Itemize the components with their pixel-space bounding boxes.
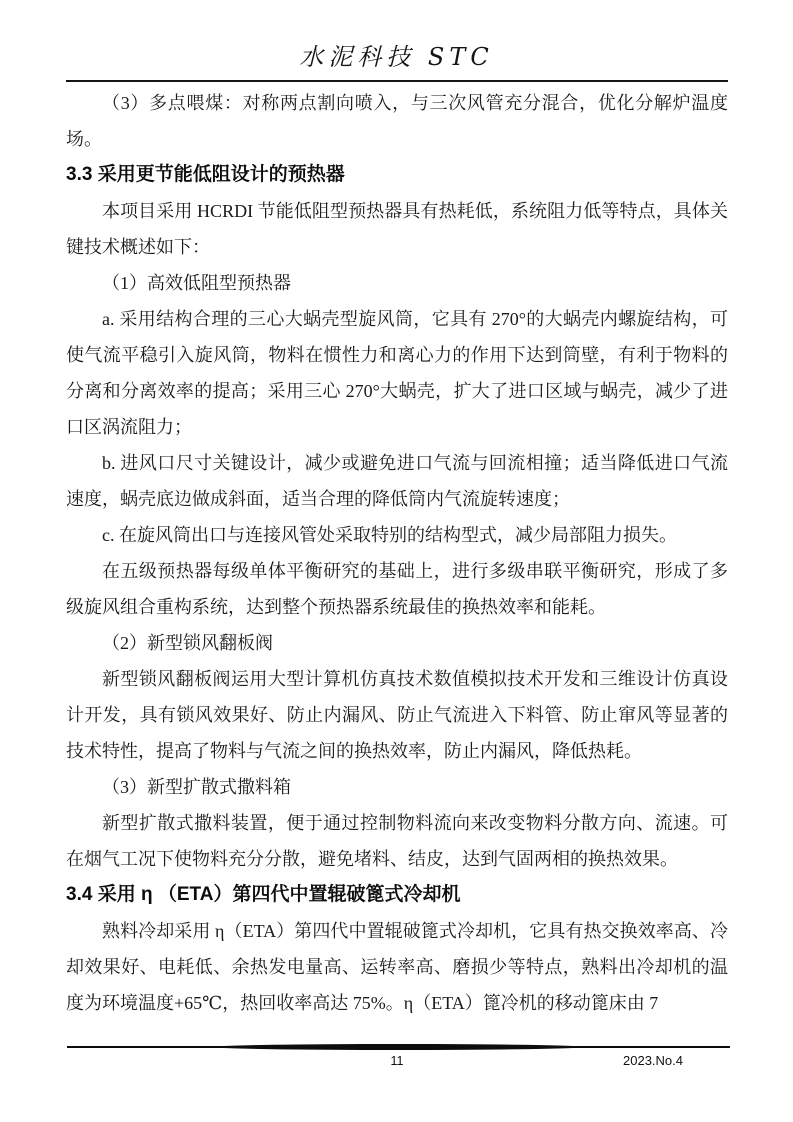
paragraph-item-2-title: （2）新型锁风翻板阀 <box>102 633 273 653</box>
footer-rule-thick-segment <box>213 1044 584 1050</box>
paragraph-hcrdi-intro: 本项目采用 HCRDI 节能低阻型预热器具有热耗低，系统阻力低等特点，具体关键技术概述如下： <box>66 201 728 257</box>
issue-number: 2023.No.4 <box>623 1053 683 1068</box>
footer-rule <box>67 1043 730 1051</box>
page-footer <box>66 1052 728 1072</box>
paragraph-item-1-title: （1）高效低阻型预热器 <box>102 273 291 293</box>
paragraph-point-a: a. 采用结构合理的三心大蜗壳型旋风筒，它具有 270°的大蜗壳内螺旋结构，可使气流平稳引入旋风筒，物料在惯性力和离心力的作用下达到筒壁，有利于物料的分离和分离效率的提高；采用三心 270°大蜗壳，扩大了进口区域与蜗壳，减少了进口区涡流阻力； <box>66 309 728 437</box>
header-rule <box>66 80 728 82</box>
paragraph-spreader-box: 新型扩散式撒料装置，便于通过控制物料流向来改变物料分散方向、流速。可在烟气工况下使物料充分分散，避免堵料、结皮，达到气固两相的换热效果。 <box>66 813 728 869</box>
paragraph-feed-coal: （3）多点喂煤：对称两点割向喷入，与三次风管充分混合，优化分解炉温度场。 <box>66 93 728 149</box>
paragraph-point-c: c. 在旋风筒出口与连接风管处采取特别的结构型式，减少局部阻力损失。 <box>102 525 677 545</box>
document-body <box>66 85 728 1021</box>
paragraph-item-3-title: （3）新型扩散式撒料箱 <box>102 777 291 797</box>
paragraph-eta-cooler: 熟料冷却采用 η（ETA）第四代中置辊破篦式冷却机，它具有热交换效率高、冷却效果好、电耗低、余热发电量高、运转率高、磨损少等特点，熟料出冷却机的温度为环境温度+65℃，热回收率高达 75%。η（ETA）篦冷机的移动篦床由 7 <box>66 921 728 1013</box>
section-heading-3-4: 3.4 采用 η （ETA）第四代中置辊破篦式冷却机 <box>66 884 461 905</box>
page-number: 11 <box>390 1054 404 1068</box>
section-heading-3-3: 3.3 采用更节能低阻设计的预热器 <box>66 164 345 185</box>
paragraph-balance-research: 在五级预热器每级单体平衡研究的基础上，进行多级串联平衡研究，形成了多级旋风组合重构系统，达到整个预热器系统最佳的换热效率和能耗。 <box>66 561 728 617</box>
journal-title: 水泥科技 STC <box>299 43 494 71</box>
paragraph-flap-valve: 新型锁风翻板阀运用大型计算机仿真技术数值模拟技术开发和三维设计仿真设计开发，具有锁风效果好、防止内漏风、防止气流进入下料管、防止窜风等显著的技术特性，提高了物料与气流之间的换热效率，防止内漏风，降低热耗。 <box>66 669 728 761</box>
paragraph-point-b: b. 进风口尺寸关键设计，减少或避免进口气流与回流相撞；适当降低进口气流速度，蜗壳底边做成斜面，适当合理的降低筒内气流旋转速度； <box>66 453 728 509</box>
